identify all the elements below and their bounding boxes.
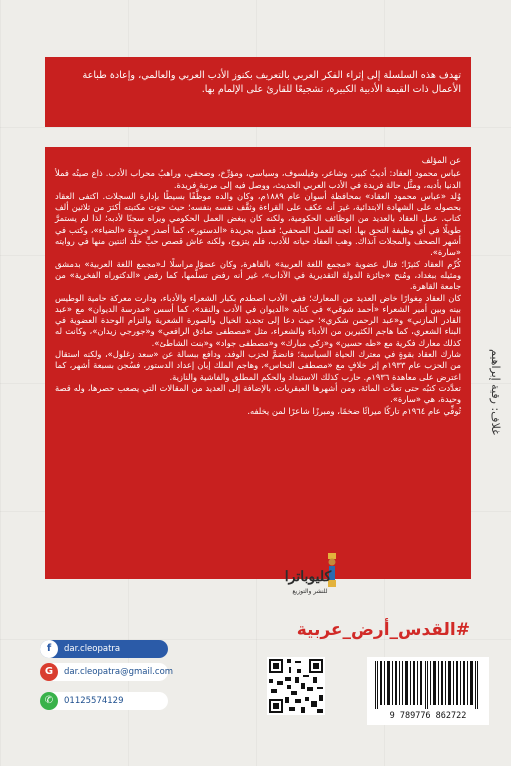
author-paragraph-4: كان العقاد مِغوارًا خاض العديد من المعارك؛ ففي الأدب اصطدم بكبار الشعراء والأدباء، ودارت معركة حامية الوطيس بينه وبين أمير الشعراء «أحمد شوقي» في كتابه «الديوان في الأدب والنقد»، كما أسس «مدرسة الديوان» مع «عبد القادر المازني» و«عبد الرحمن شكري»؛ حيث دعا إلى تجديد الخيال والصورة الشعرية والتزام الوحدة العضوية في البناء الشعري، كما هاجم الكثيرين من الأدباء والشعراء، مثل «مصطفى صادق الرافعي» و«جورجي زيدان»، وكانت له كذلك معارك فكرية مع «طه حسين» و«زكي مبارك» و«مصطفى جواد» و«بنت الشاطئ». xyxy=(55,292,461,348)
whatsapp-contact[interactable] xyxy=(40,692,168,710)
isbn-number: 9 789776 862722 xyxy=(389,711,467,721)
series-intro-box xyxy=(45,57,471,127)
author-paragraph-6: تعدَّدت كتبُه حتى تعدَّت المائة، ومن أشهرها العبقريات، بالإضافة إلى العديد من المقالات التي يصعب حصرها، وله قصة وحيدة، هي «سارة». xyxy=(55,382,461,405)
publisher-tagline: للنشر والتوزيع xyxy=(292,588,328,595)
email-address: dar.cleopatra@gmail.com xyxy=(64,667,174,677)
gmail-icon: G xyxy=(40,663,58,681)
whatsapp-number: 01125574129 xyxy=(64,696,124,706)
whatsapp-icon: ✆ xyxy=(40,692,58,710)
email-contact[interactable] xyxy=(40,663,174,681)
series-intro-text: تهدف هذه السلسلة إلى إثراء الفكر العربي بالتعريف بكنوز الأدب العربي والعالمي، وإعادة طباعة الأعمال ذات القيمة الأدبية الكبيرة، تشجيعًا للقارئ على الإلمام بها. xyxy=(82,70,461,95)
author-paragraph-1: عباس محمود العقاد: أديبٌ كبير، وشاعر، وفيلسوف، وسياسي، ومؤرِّخ، وصحفي، وراهبُ محراب الأدب. ذاع صيتُه فملأ الدنيا بأدبه، ومثَّل حالة فريدة في الأدب العربي الحديث، ووصل فيه إلى مرتبة فريدة. xyxy=(55,168,461,190)
barcode-bars xyxy=(367,657,489,711)
facebook-icon: f xyxy=(40,640,58,658)
facebook-handle: dar.cleopatra xyxy=(64,644,121,654)
publisher-brand: كليوباترا xyxy=(284,569,332,585)
author-paragraph-5: شارك العقاد بقوةٍ في معترك الحياة السياسية؛ فانضمَّ لحزب الوفد، ودافع ببسالة عن «سعد زغلول»، ولكنه استقال من الحزب عام ١٩٣٣م إثر خلافٍ مع «مصطفى النحاس»، وهاجم الملك إبان إعداد الدستور، فسُجن بسبعة أشهر، كما اعترض على معاهدة ١٩٣٦م. حارب كذلك الاستبداد والحكم المطلق والفاشية والنازية. xyxy=(55,349,461,382)
qr-code[interactable] xyxy=(267,657,325,715)
publisher-logo xyxy=(280,553,344,599)
facebook-contact[interactable] xyxy=(40,640,168,658)
about-author-box xyxy=(45,147,471,579)
author-paragraph-2: وُلد «عباس محمود العقاد» بمحافظة أسوان عام ١٨٨٩م، وكان والده موظَّفًا بسيطًا بإدارة السجلات. اكتفى العقاد بحصوله على الشهادة الابتدائية، غيرَ أنه عكف على القراءة وثقَّف نفسه بنفسه؛ حيث حوَت مكتبته أكثرَ من ثلاثين ألف كتاب. عمل العقاد بالعديد من الوظائف الحكومية، ولكنه كان يبغض العمل الحكومي ويراه سجنًا لأدبه؛ لذا لم يستمرَّ طويلًا في أي وظيفة التحق بها. اتجه للعمل الصحفي؛ فعمل بجريدة «الدستور»، كما أصدر جريدة «الضياء»، وكتب في أشهر الصحف والمجلات آنذاك. وهب العقاد حياته للأدب، فلم يتزوج، ولكنه عاش قصص حبٍّ خلَّد اثنتين منها في روايته «سارة». xyxy=(55,190,462,258)
cover-designer-credit: غلاف: رقية إبراهيم xyxy=(489,349,502,435)
about-author-heading: عن المؤلف xyxy=(421,155,461,165)
isbn-barcode xyxy=(367,657,489,725)
author-paragraph-7: تُوفِّي عام ١٩٦٤م تاركًا ميراثًا ضخمًا، ومبرزًا شاعرًا لمن يخلفه. xyxy=(247,405,461,416)
campaign-hashtag: #القدس_أرض_عربية xyxy=(296,620,470,640)
author-paragraph-3: كُرِّم العقاد كثيرًا؛ فنال عضوية «مجمع اللغة العربية» بالقاهرة، وكان عضوًا مراسلًا لـ«مجمع اللغة العربية» بدمشق ومثيله ببغداد، ومُنح «جائزة الدولة التقديرية في الآداب»، غير أنه رفض تسلُّمها، كما رفض «الدكتوراه الفخرية» من جامعة القاهرة. xyxy=(55,258,461,292)
